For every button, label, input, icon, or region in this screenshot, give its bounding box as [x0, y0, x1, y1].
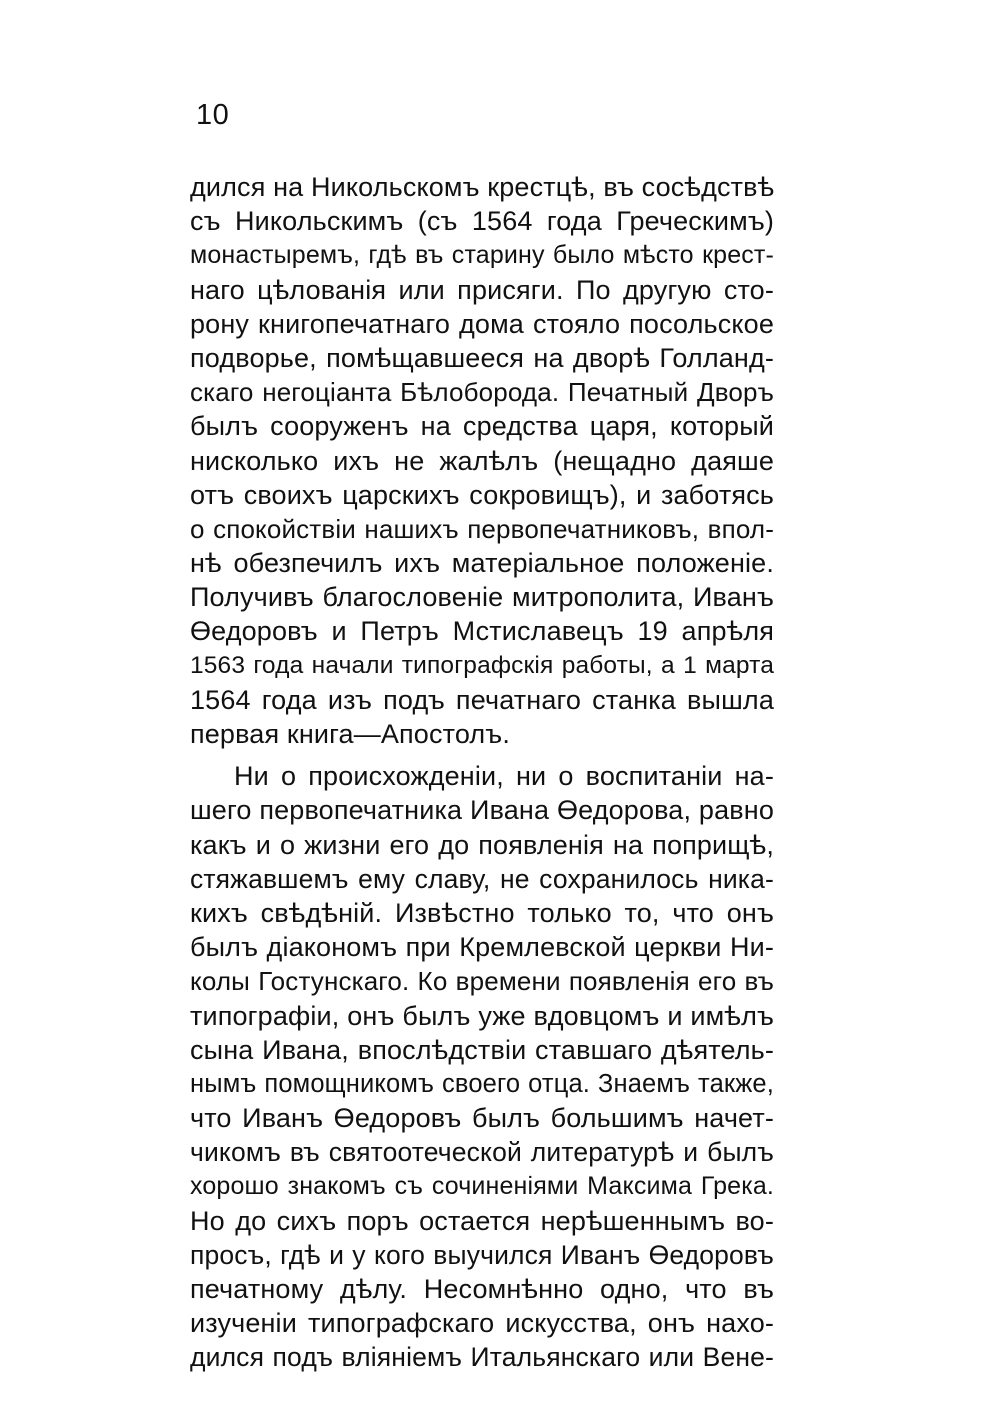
text-line: стяжавшемъ ему славу, не сохранилось ника- — [190, 863, 774, 894]
text-line: типографіи, онъ былъ уже вдовцомъ и имѣлъ — [190, 1000, 774, 1031]
text-line: скаго негоціанта Бѣлоборода. Печатный Дворъ — [190, 377, 774, 408]
text-line: рону книгопечатнаго дома стояло посольское — [190, 308, 774, 339]
text-line: нымъ помощникомъ своего отца. Знаемъ также, — [190, 1069, 774, 1098]
page-number: 10 — [196, 99, 230, 131]
text-line: наго цѣлованія или присяги. По другую сто- — [190, 274, 774, 305]
text-line: Но до сихъ поръ остается нерѣшеннымъ во- — [190, 1205, 774, 1236]
text-line: Өедоровъ и Петръ Мстиславецъ 19 апрѣля — [190, 616, 774, 647]
text-line: какъ и о жизни его до появленія на поприщѣ, — [190, 829, 774, 860]
text-line: шего первопечатника Ивана Өедорова, равно — [190, 795, 774, 826]
text-line: печатному дѣлу. Несомнѣнно одно, что въ — [190, 1274, 774, 1304]
text-line: съ Никольскимъ (съ 1564 года Греческимъ) — [190, 206, 774, 237]
text-line: изученіи типографскаго искусства, онъ нахо- — [190, 1308, 774, 1339]
paragraph-1 — [190, 170, 774, 751]
text-line: колы Гостунскаго. Ко времени появленія его въ — [190, 966, 774, 997]
text-line: что Иванъ Өедоровъ былъ большимъ начет- — [190, 1103, 774, 1134]
text-line: нисколько ихъ не жалѣлъ (нещадно даяше — [190, 445, 774, 476]
paragraph-2 — [190, 759, 774, 1374]
text-line: былъ сооруженъ на средства царя, который — [190, 411, 774, 442]
text-line: дился подъ вліяніемъ Итальянскаго или Вене- — [190, 1342, 774, 1373]
text-line: нѣ обезпечилъ ихъ матеріальное положеніе. — [190, 548, 774, 579]
text-line: о спокойствіи нашихъ первопечатниковъ, впол- — [190, 513, 774, 544]
text-line: чикомъ въ святоотеческой литературѣ и былъ — [190, 1137, 774, 1168]
text-line: 1563 года начали типографскія работы, а 1 марта — [190, 651, 774, 679]
text-line: былъ діакономъ при Кремлевской церкви Ни- — [190, 932, 774, 963]
text-line: дился на Никольскомъ крестцѣ, въ сосѣдствѣ — [190, 172, 775, 202]
text-line: отъ своихъ царскихъ сокровищъ), и заботясь — [190, 479, 774, 510]
text-line: хорошо знакомъ съ сочиненіями Максима Грека. — [190, 1172, 774, 1201]
text-line: монастыремъ, гдѣ въ старину было мѣсто крест- — [190, 241, 774, 270]
text-line: Ни о происхожденіи, ни о воспитаніи на- — [234, 761, 774, 792]
text-line: просъ, гдѣ и у кого выучился Иванъ Өедоровъ — [190, 1239, 774, 1270]
text-line: Получивъ благословеніе митрополита, Иванъ — [190, 582, 774, 613]
text-line: 1564 года изъ подъ печатнаго станка вышла — [190, 684, 774, 715]
body-text — [190, 170, 774, 1375]
text-line: первая книга—Апостолъ. — [190, 719, 510, 749]
text-line: подворье, помѣщавшееся на дворѣ Голланд- — [190, 342, 774, 373]
text-line: сына Ивана, впослѣдствіи ставшаго дѣятель- — [190, 1034, 774, 1065]
text-line: кихъ свѣдѣній. Извѣстно только то, что онъ — [190, 897, 774, 928]
paragraph-gap — [190, 751, 774, 759]
